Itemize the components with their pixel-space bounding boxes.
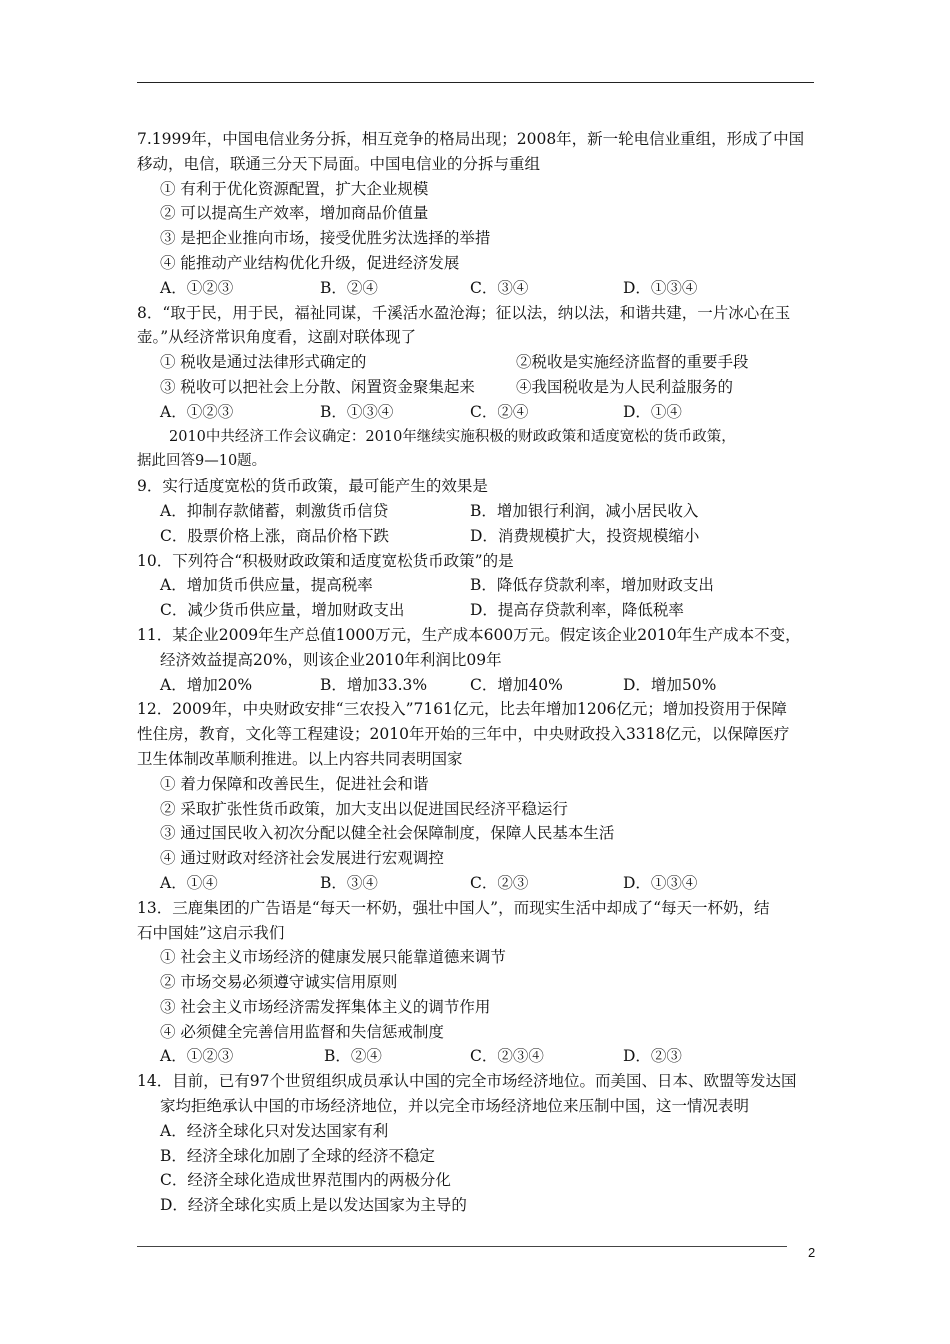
option-b: B．增加33.3%	[320, 675, 428, 694]
question-8	[137, 301, 817, 425]
option-c: C．③④	[470, 278, 529, 297]
question-stem: 移动，电信，联通三分天下局面。中国电信业的分拆与重组	[137, 154, 541, 173]
statement-item: ① 社会主义市场经济的健康发展只能靠道德来调节	[160, 948, 506, 967]
option-b: B．①③④	[320, 402, 394, 421]
option-d: D．②③	[623, 1047, 682, 1066]
section-intro	[137, 425, 817, 475]
option-b: B．③④	[320, 873, 378, 892]
answer-options	[137, 524, 817, 549]
exam-page-content	[137, 127, 817, 1218]
question-9	[137, 474, 817, 548]
option-c: C．增加40%	[470, 675, 563, 694]
intro-text: 据此回答9—10题。	[137, 453, 267, 470]
question-stem: 12．2009年，中央财政安排“三农投入”7161亿元，比去年增加1206亿元；增加投资用于保障	[137, 700, 787, 719]
intro-text: 2010中共经济工作会议确定：2010年继续实施积极的财政政策和适度宽松的货币政策，	[169, 428, 736, 445]
statement-item: ① 税收是通过法律形式确定的	[160, 353, 367, 372]
statement-item: ③ 通过国民收入初次分配以健全社会保障制度，保障人民基本生活	[160, 824, 615, 843]
option-c: C．②③④	[470, 1047, 544, 1066]
option-c: C．经济全球化造成世界范围内的两极分化	[160, 1171, 451, 1190]
question-12	[137, 697, 817, 895]
option-b: B．②④	[324, 1047, 382, 1066]
question-stem: 10．下列符合“积极财政政策和适度宽松货币政策”的是	[137, 551, 514, 570]
answer-options	[137, 573, 817, 598]
question-stem: 石中国娃”这启示我们	[137, 923, 285, 942]
answer-options	[137, 499, 817, 524]
statement-item: ① 着力保障和改善民生，促进社会和谐	[160, 774, 429, 793]
option-d: D．消费规模扩大，投资规模缩小	[470, 526, 700, 545]
option-c: C．②③	[470, 873, 529, 892]
statement-item: ④ 通过财政对经济社会发展进行宏观调控	[160, 849, 444, 868]
header-rule	[137, 82, 814, 83]
option-d: D．增加50%	[623, 675, 717, 694]
footer-rule	[137, 1246, 787, 1247]
option-a: A．经济全球化只对发达国家有利	[160, 1121, 389, 1140]
answer-options	[137, 871, 817, 896]
option-b: B．增加银行利润，减小居民收入	[470, 501, 699, 520]
option-d: D．①③④	[623, 278, 698, 297]
question-stem: 11．某企业2009年生产总值1000万元，生产成本600万元。假定该企业2010年生产成本不变，	[137, 625, 801, 644]
statement-item: ③ 是把企业推向市场，接受优胜劣汰选择的举措	[160, 229, 491, 248]
statement-item: ② 可以提高生产效率，增加商品价值量	[160, 204, 429, 223]
question-10	[137, 549, 817, 623]
statement-item: ④ 能推动产业结构优化升级，促进经济发展	[160, 253, 460, 272]
option-c: C．②④	[470, 402, 529, 421]
option-a: A．①②③	[160, 1047, 234, 1066]
option-c: C．减少货币供应量，增加财政支出	[160, 601, 405, 620]
question-11	[137, 623, 817, 697]
option-a: A．增加货币供应量，提高税率	[160, 576, 373, 595]
option-c: C．股票价格上涨，商品价格下跌	[160, 526, 389, 545]
option-d: D．①④	[623, 402, 682, 421]
answer-options	[137, 673, 817, 698]
statement-item: ② 采取扩张性货币政策，加大支出以促进国民经济平稳运行	[160, 799, 568, 818]
answer-options	[137, 276, 817, 301]
answer-options	[137, 598, 817, 623]
option-a: A．①②③	[160, 402, 234, 421]
option-b: B．降低存贷款利率，增加财政支出	[470, 576, 714, 595]
question-stem: 卫生体制改革顺利推进。以上内容共同表明国家	[137, 749, 463, 768]
statement-item: ④我国税收是为人民利益服务的	[516, 377, 734, 396]
statement-row	[137, 375, 817, 400]
question-stem: 8．“取于民，用于民，福祉同谋，千溪活水盈沧海；征以法，纳以法，和谐共建，一片冰心在玉	[137, 303, 791, 322]
page-number: 2	[808, 1245, 816, 1260]
option-a: A．增加20%	[160, 675, 253, 694]
statement-row	[137, 350, 817, 375]
option-b: B．经济全球化加剧了全球的经济不稳定	[160, 1146, 435, 1165]
question-stem: 14．目前，已有97个世贸组织成员承认中国的完全市场经济地位。而美国、日本、欧盟等发达国	[137, 1072, 797, 1091]
question-14	[137, 1069, 817, 1218]
answer-options	[137, 400, 817, 425]
option-a: A．①②③	[160, 278, 234, 297]
option-a: A．①④	[160, 873, 218, 892]
option-b: B．②④	[320, 278, 378, 297]
option-a: A．抑制存款储蓄，刺激货币信贷	[160, 501, 389, 520]
statement-item: ③ 社会主义市场经济需发挥集体主义的调节作用	[160, 997, 491, 1016]
question-stem: 壶。”从经济常识角度看，这副对联体现了	[137, 328, 417, 347]
option-d: D．提高存贷款利率，降低税率	[470, 601, 684, 620]
option-d: D．①③④	[623, 873, 698, 892]
question-stem: 7.1999年，中国电信业务分拆，相互竞争的格局出现；2008年，新一轮电信业重组，形成了中国	[137, 130, 805, 148]
answer-options	[137, 1044, 817, 1069]
statement-item: ③ 税收可以把社会上分散、闲置资金聚集起来	[160, 377, 475, 396]
question-7	[137, 127, 817, 301]
question-stem: 性住房，教育，文化等工程建设；2010年开始的三年中，中央财政投入3318亿元，以保障医疗	[137, 725, 790, 744]
statement-item: ②税收是实施经济监督的重要手段	[516, 353, 749, 372]
question-stem: 9．实行适度宽松的货币政策，最可能产生的效果是	[137, 477, 488, 496]
statement-item: ④ 必须健全完善信用监督和失信惩戒制度	[160, 1022, 444, 1041]
question-stem: 经济效益提高20%，则该企业2010年利润比09年	[160, 650, 502, 669]
option-d: D．经济全球化实质上是以发达国家为主导的	[160, 1196, 467, 1215]
question-13	[137, 896, 817, 1070]
statement-item: ② 市场交易必须遵守诚实信用原则	[160, 973, 398, 992]
question-stem: 家均拒绝承认中国的市场经济地位，并以完全市场经济地位来压制中国，这一情况表明	[160, 1097, 750, 1116]
statement-item: ① 有利于优化资源配置，扩大企业规模	[160, 179, 429, 198]
question-stem: 13．三鹿集团的广告语是“每天一杯奶，强壮中国人”，而现实生活中却成了“每天一杯奶，结	[137, 898, 770, 917]
